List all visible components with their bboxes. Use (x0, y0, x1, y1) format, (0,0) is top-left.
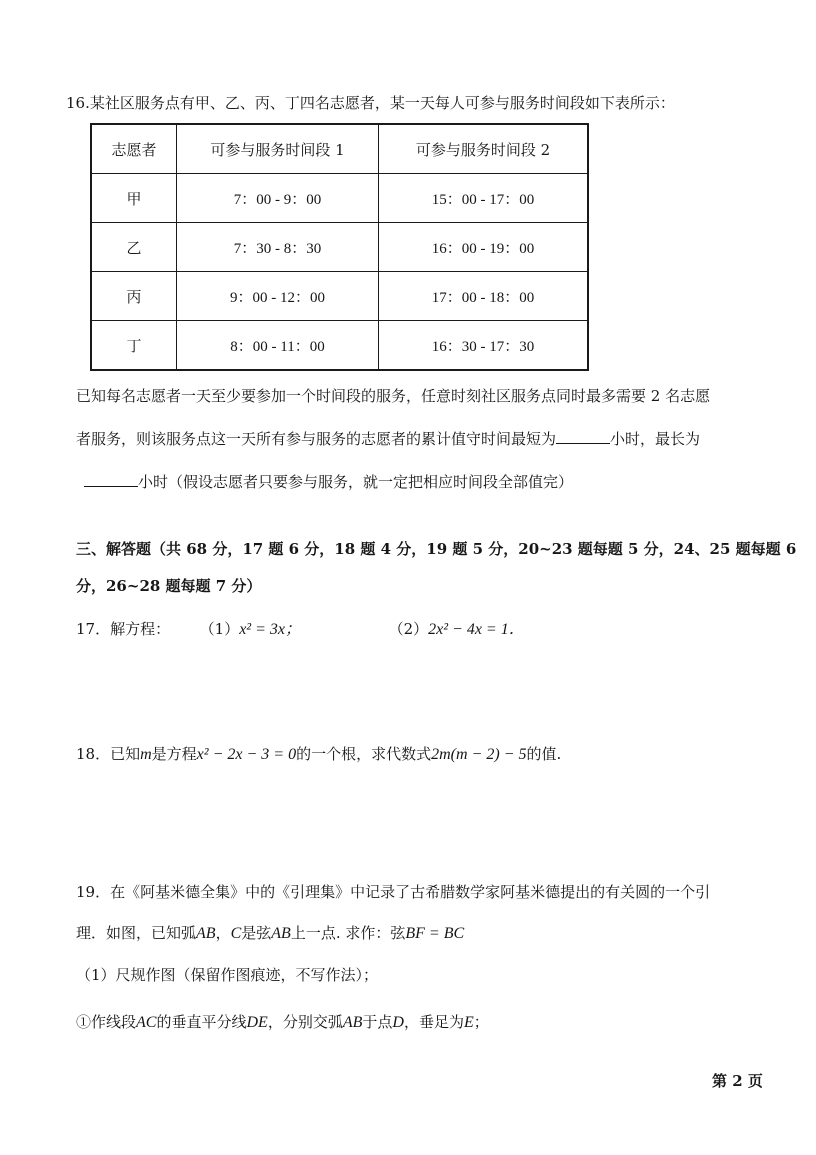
q19-step1-d: 于点 (362, 1013, 393, 1031)
q18-post: 的值. (526, 745, 562, 763)
table-row (91, 174, 588, 223)
answer-blank-min[interactable] (556, 429, 610, 444)
table-cell: 7：00 - 9：00 (177, 174, 379, 223)
q18-mid: 是方程 (151, 745, 197, 763)
volunteer-schedule-table (90, 123, 589, 371)
q19-line2-e: 上一点. 求作：弦 (290, 924, 406, 942)
q19-step1-e: ，垂足为 (403, 1013, 464, 1031)
q19-line2 (76, 923, 464, 944)
table-row (91, 272, 588, 321)
q19-point-e: E (463, 1014, 474, 1031)
q18-equation: x² − 2x − 3 = 0 (196, 746, 297, 763)
table-cell: 丁 (91, 321, 177, 371)
table-row (91, 223, 588, 272)
q16-condition-line2 (76, 429, 700, 449)
q16-stem: 16.某社区服务点有甲、乙、丙、丁四名志愿者，某一天每人可参与服务时间段如下表所示： (66, 94, 675, 112)
q19-chord-ab: AB (271, 925, 291, 942)
q17-part2-equation: 2x² − 4x = 1． (428, 621, 525, 638)
q19-arc-ab: AB (196, 925, 216, 942)
table-header-cell: 可参与服务时间段 1 (177, 124, 379, 174)
q19-step1-a: ①作线段 (76, 1013, 137, 1031)
q16-line2-text: 者服务，则该服务点这一天所有参与服务的志愿者的累计值守时间最短为 (76, 430, 557, 448)
table-cell: 7：30 - 8：30 (177, 223, 379, 272)
q17-part1-label: （1） (199, 620, 240, 638)
table-cell: 16：00 - 19：00 (379, 223, 589, 272)
table-cell: 15：00 - 17：00 (379, 174, 589, 223)
table-cell: 16：30 - 17：30 (379, 321, 589, 371)
answer-blank-max[interactable] (84, 472, 138, 487)
q16-line2-tail: 小时，最长为 (610, 430, 701, 448)
q19-line2-a: 理．如图，已知弧 (76, 924, 197, 942)
q16-condition-line1: 已知每名志愿者一天至少要参加一个时间段的服务，任意时刻社区服务点同时最多需要 2 名志愿 (76, 387, 711, 405)
q17-label: 17．解方程： (76, 620, 171, 638)
q16-condition-line3 (84, 472, 573, 492)
q19-point-c: C (230, 925, 242, 942)
q17-part2-label: （2） (388, 620, 429, 638)
q18-mid2: 的一个根，求代数式 (296, 745, 432, 763)
q19-line2-b: ， (215, 924, 231, 942)
q19-segment-ac: AC (136, 1014, 157, 1031)
table-header-row (91, 124, 588, 174)
q19-step1-b: 的垂直平分线 (156, 1013, 247, 1031)
q19-line1: 19．在《阿基米德全集》中的《引理集》中记录了古希腊数学家阿基米德提出的有关圆的一个引 (76, 883, 711, 901)
q19-step1-f: ； (473, 1013, 489, 1031)
q19-step1-c: ，分别交弧 (267, 1013, 343, 1031)
q19-point-d: D (392, 1014, 404, 1031)
q18-var: m (140, 746, 152, 763)
q16-line3-text: 小时（假设志愿者只要参与服务，就一定把相应时间段全部值完） (138, 473, 574, 491)
q19-goal-equation: BF = BC (405, 925, 465, 942)
table-cell: 9：00 - 12：00 (177, 272, 379, 321)
q19-line2-d: 是弦 (241, 924, 272, 942)
table-cell: 乙 (91, 223, 177, 272)
q19-part1: （1）尺规作图（保留作图痕迹，不写作法）； (76, 966, 379, 984)
q19-line-de: DE (246, 1014, 268, 1031)
q19-step1 (76, 1012, 489, 1033)
table-cell: 丙 (91, 272, 177, 321)
q18-expression: 2m(m − 2) − 5 (431, 746, 527, 763)
table-row (91, 321, 588, 371)
table-cell: 17：00 - 18：00 (379, 272, 589, 321)
section3-header-line1: 三、解答题（共 68 分，17 题 6 分，18 题 4 分，19 题 5 分，20~23 题每题 5 分，24、25 题每题 6 (76, 540, 797, 558)
table-header-cell: 志愿者 (91, 124, 177, 174)
q17 (76, 619, 525, 640)
q18-pre: 18．已知 (76, 745, 141, 763)
table-header-cell: 可参与服务时间段 2 (379, 124, 589, 174)
section3-header-line2: 分，26~28 题每题 7 分） (76, 577, 262, 595)
q17-part1-equation: x² = 3x； (239, 621, 302, 638)
q18 (76, 744, 561, 765)
table-cell: 甲 (91, 174, 177, 223)
q19-step1-arc-ab: AB (342, 1014, 363, 1031)
page-number: 第 2 页 (712, 1072, 763, 1090)
table-cell: 8：00 - 11：00 (177, 321, 379, 371)
